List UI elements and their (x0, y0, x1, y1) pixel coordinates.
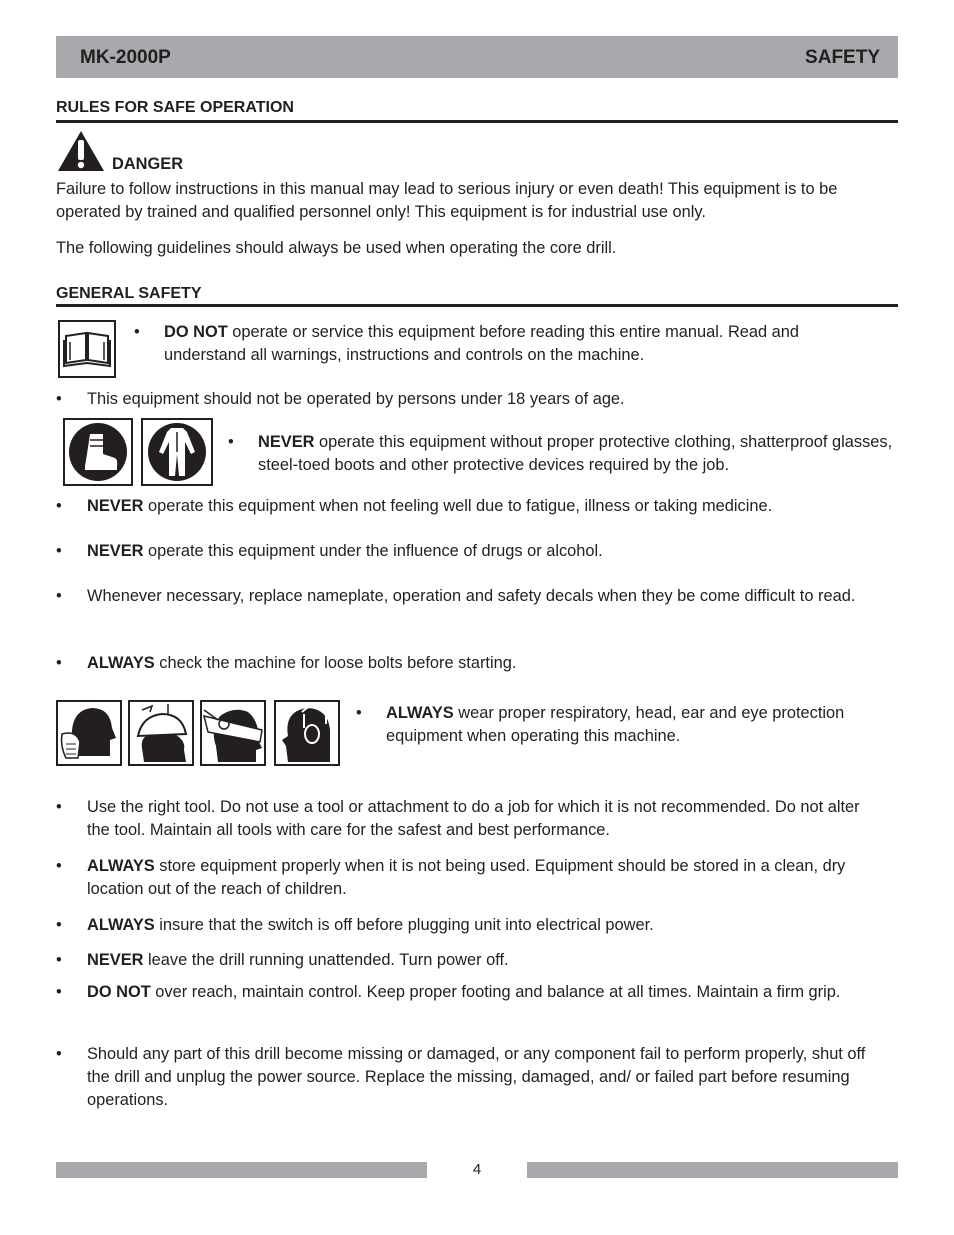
bullet-symbol: • (56, 497, 62, 515)
emphasis: DO NOT (87, 983, 151, 1001)
bullet-symbol: • (56, 798, 62, 816)
bullet-symbol: • (56, 951, 62, 969)
emphasis: NEVER (87, 497, 144, 515)
hard-hat-icon (128, 700, 194, 766)
bullet-symbol: • (56, 983, 62, 1001)
page-number: 4 (472, 1161, 482, 1178)
list-item: • ALWAYS wear proper respiratory, head, ear and eye protection equipment when operating this machine. (356, 704, 845, 745)
list-item: • DO NOT operate or service this equipment before reading this entire manual. Read and understand all warnings, instructions and controls on the machine. (134, 323, 800, 364)
model-name: MK-2000P (80, 47, 171, 68)
list-item: • NEVER operate this equipment without proper protective clothing, shatterproof glasses, steel-toed boots and other protective devices required by the job. (228, 433, 893, 474)
protective-clothing-icon (141, 418, 213, 486)
danger-label: DANGER (112, 155, 184, 173)
emphasis: NEVER (87, 951, 144, 969)
respirator-icon (56, 700, 122, 766)
bullet-symbol: • (56, 654, 62, 672)
bullet-symbol: • (56, 542, 62, 560)
guidelines-text: The following guidelines should always be used when operating the core drill. (56, 239, 617, 257)
footer-bar-left (56, 1162, 427, 1178)
general-section-title: GENERAL SAFETY (56, 285, 202, 302)
header-bar (56, 36, 898, 78)
bullet-symbol: • (56, 390, 62, 408)
section-divider (56, 120, 898, 123)
bullet-symbol: • (56, 857, 62, 875)
bullet-symbol: • (56, 587, 62, 605)
emphasis: ALWAYS (386, 704, 454, 722)
footer-bar-right (527, 1162, 898, 1178)
danger-text: Failure to follow instructions in this manual may lead to serious injury or even death! This equipment is to be operated by trained and qualified personnel only! This equipment is for industrial use only. (56, 180, 838, 221)
bullet-symbol: • (134, 323, 140, 341)
safety-glasses-icon (200, 700, 266, 766)
emphasis: ALWAYS (87, 654, 155, 672)
emphasis: DO NOT (164, 323, 228, 341)
emphasis: ALWAYS (87, 916, 155, 934)
bullet-symbol: • (56, 1045, 62, 1063)
manual-book-icon (58, 320, 116, 378)
rules-section-title: RULES FOR SAFE OPERATION (56, 99, 294, 116)
emphasis: NEVER (87, 542, 144, 560)
ear-protection-icon (274, 700, 340, 766)
emphasis: NEVER (258, 433, 315, 451)
section-divider (56, 304, 898, 307)
bullet-symbol: • (228, 433, 234, 451)
section-name: SAFETY (805, 47, 880, 68)
bullet-symbol: • (356, 704, 362, 722)
warning-triangle-icon (56, 129, 106, 173)
bullet-symbol: • (56, 916, 62, 934)
safety-boot-icon (63, 418, 133, 486)
emphasis: ALWAYS (87, 857, 155, 875)
